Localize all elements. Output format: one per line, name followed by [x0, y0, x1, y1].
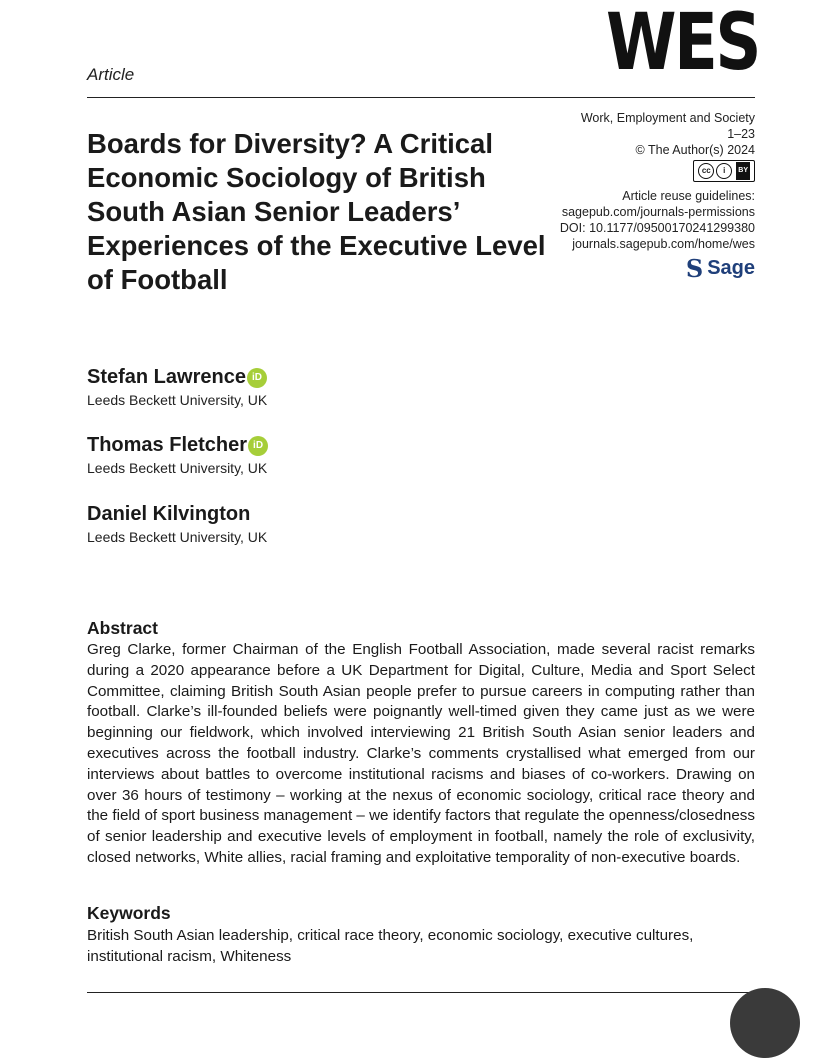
floating-action-circle[interactable]	[730, 988, 800, 1058]
abstract-text: Greg Clarke, former Chairman of the English Football Association, made several racist remarks during a 2020 appearance before a UK Department for Digital, Culture, Media and Sport Select Committee, claiming British South Asian people prefer to pursue careers in computing rather than football. Clarke’s ill-founded beliefs were poignantly well-timed given they came just as we were beginning our fieldwork, which involved interviewing 21 British South Asian senior leaders and executives across the football industry. Clarke’s comments crystallised what emerged from our interviews about battles to overcome institutional racisms and biases of co-workers. Drawing on over 36 hours of testimony – working at the nexus of economic sociology, critical race theory and the field of sport business management – we identify factors that regulate the openness/closedness of senior leadership and executive levels of employment in football, namely the role of exclusivity, closed networks, White allies, racial framing and exploitative temporality of non-executive boards.	[87, 641, 755, 866]
journal-name: Work, Employment and Society	[580, 111, 755, 125]
author-name: Thomas Fletcher	[87, 434, 248, 456]
publisher-name: Sage	[707, 257, 755, 279]
copyright-line: © The Author(s) 2024	[635, 143, 755, 157]
doi-link[interactable]: DOI: 10.1177/09500170241299380	[559, 221, 755, 235]
keywords-text: British South Asian leadership, critical race theory, economic sociology, executive cultures, institutional racism, Whiteness	[87, 927, 694, 965]
author-affiliation: Leeds Beckett University, UK	[87, 529, 268, 545]
header-divider	[87, 97, 755, 98]
page-range: 1–23	[727, 127, 755, 141]
abstract-heading: Abstract	[87, 618, 158, 638]
author-affiliation: Leeds Beckett University, UK	[87, 392, 268, 408]
publisher-logo	[686, 254, 755, 283]
cc-by-license-badge[interactable]	[693, 160, 755, 182]
orcid-icon[interactable]: iD	[247, 368, 267, 388]
author-block	[87, 366, 267, 408]
reuse-guidelines-link[interactable]: sagepub.com/journals-permissions	[561, 205, 755, 219]
by-label: BY	[736, 162, 750, 180]
author-block	[87, 434, 268, 476]
author-affiliation: Leeds Beckett University, UK	[87, 460, 268, 476]
orcid-icon[interactable]: iD	[248, 436, 268, 456]
sage-icon: S	[685, 254, 704, 283]
attribution-icon: i	[716, 163, 732, 179]
author-name: Stefan Lawrence	[87, 366, 246, 388]
journal-homepage-link[interactable]: journals.sagepub.com/home/wes	[572, 237, 755, 251]
article-title: Boards for Diversity? A Critical Economic Sociology of British South Asian Senior Leaders’ Experiences of the Executive Level of Football	[87, 128, 546, 295]
footer-divider	[87, 992, 755, 993]
keywords-heading: Keywords	[87, 903, 171, 923]
journal-logo: WES	[606, 0, 759, 88]
article-type-label: Article	[87, 65, 135, 84]
author-block	[87, 503, 267, 545]
reuse-guidelines-label: Article reuse guidelines:	[622, 189, 755, 203]
author-name: Daniel Kilvington	[87, 503, 251, 525]
cc-icon: cc	[698, 163, 714, 179]
journal-metadata	[525, 110, 755, 252]
